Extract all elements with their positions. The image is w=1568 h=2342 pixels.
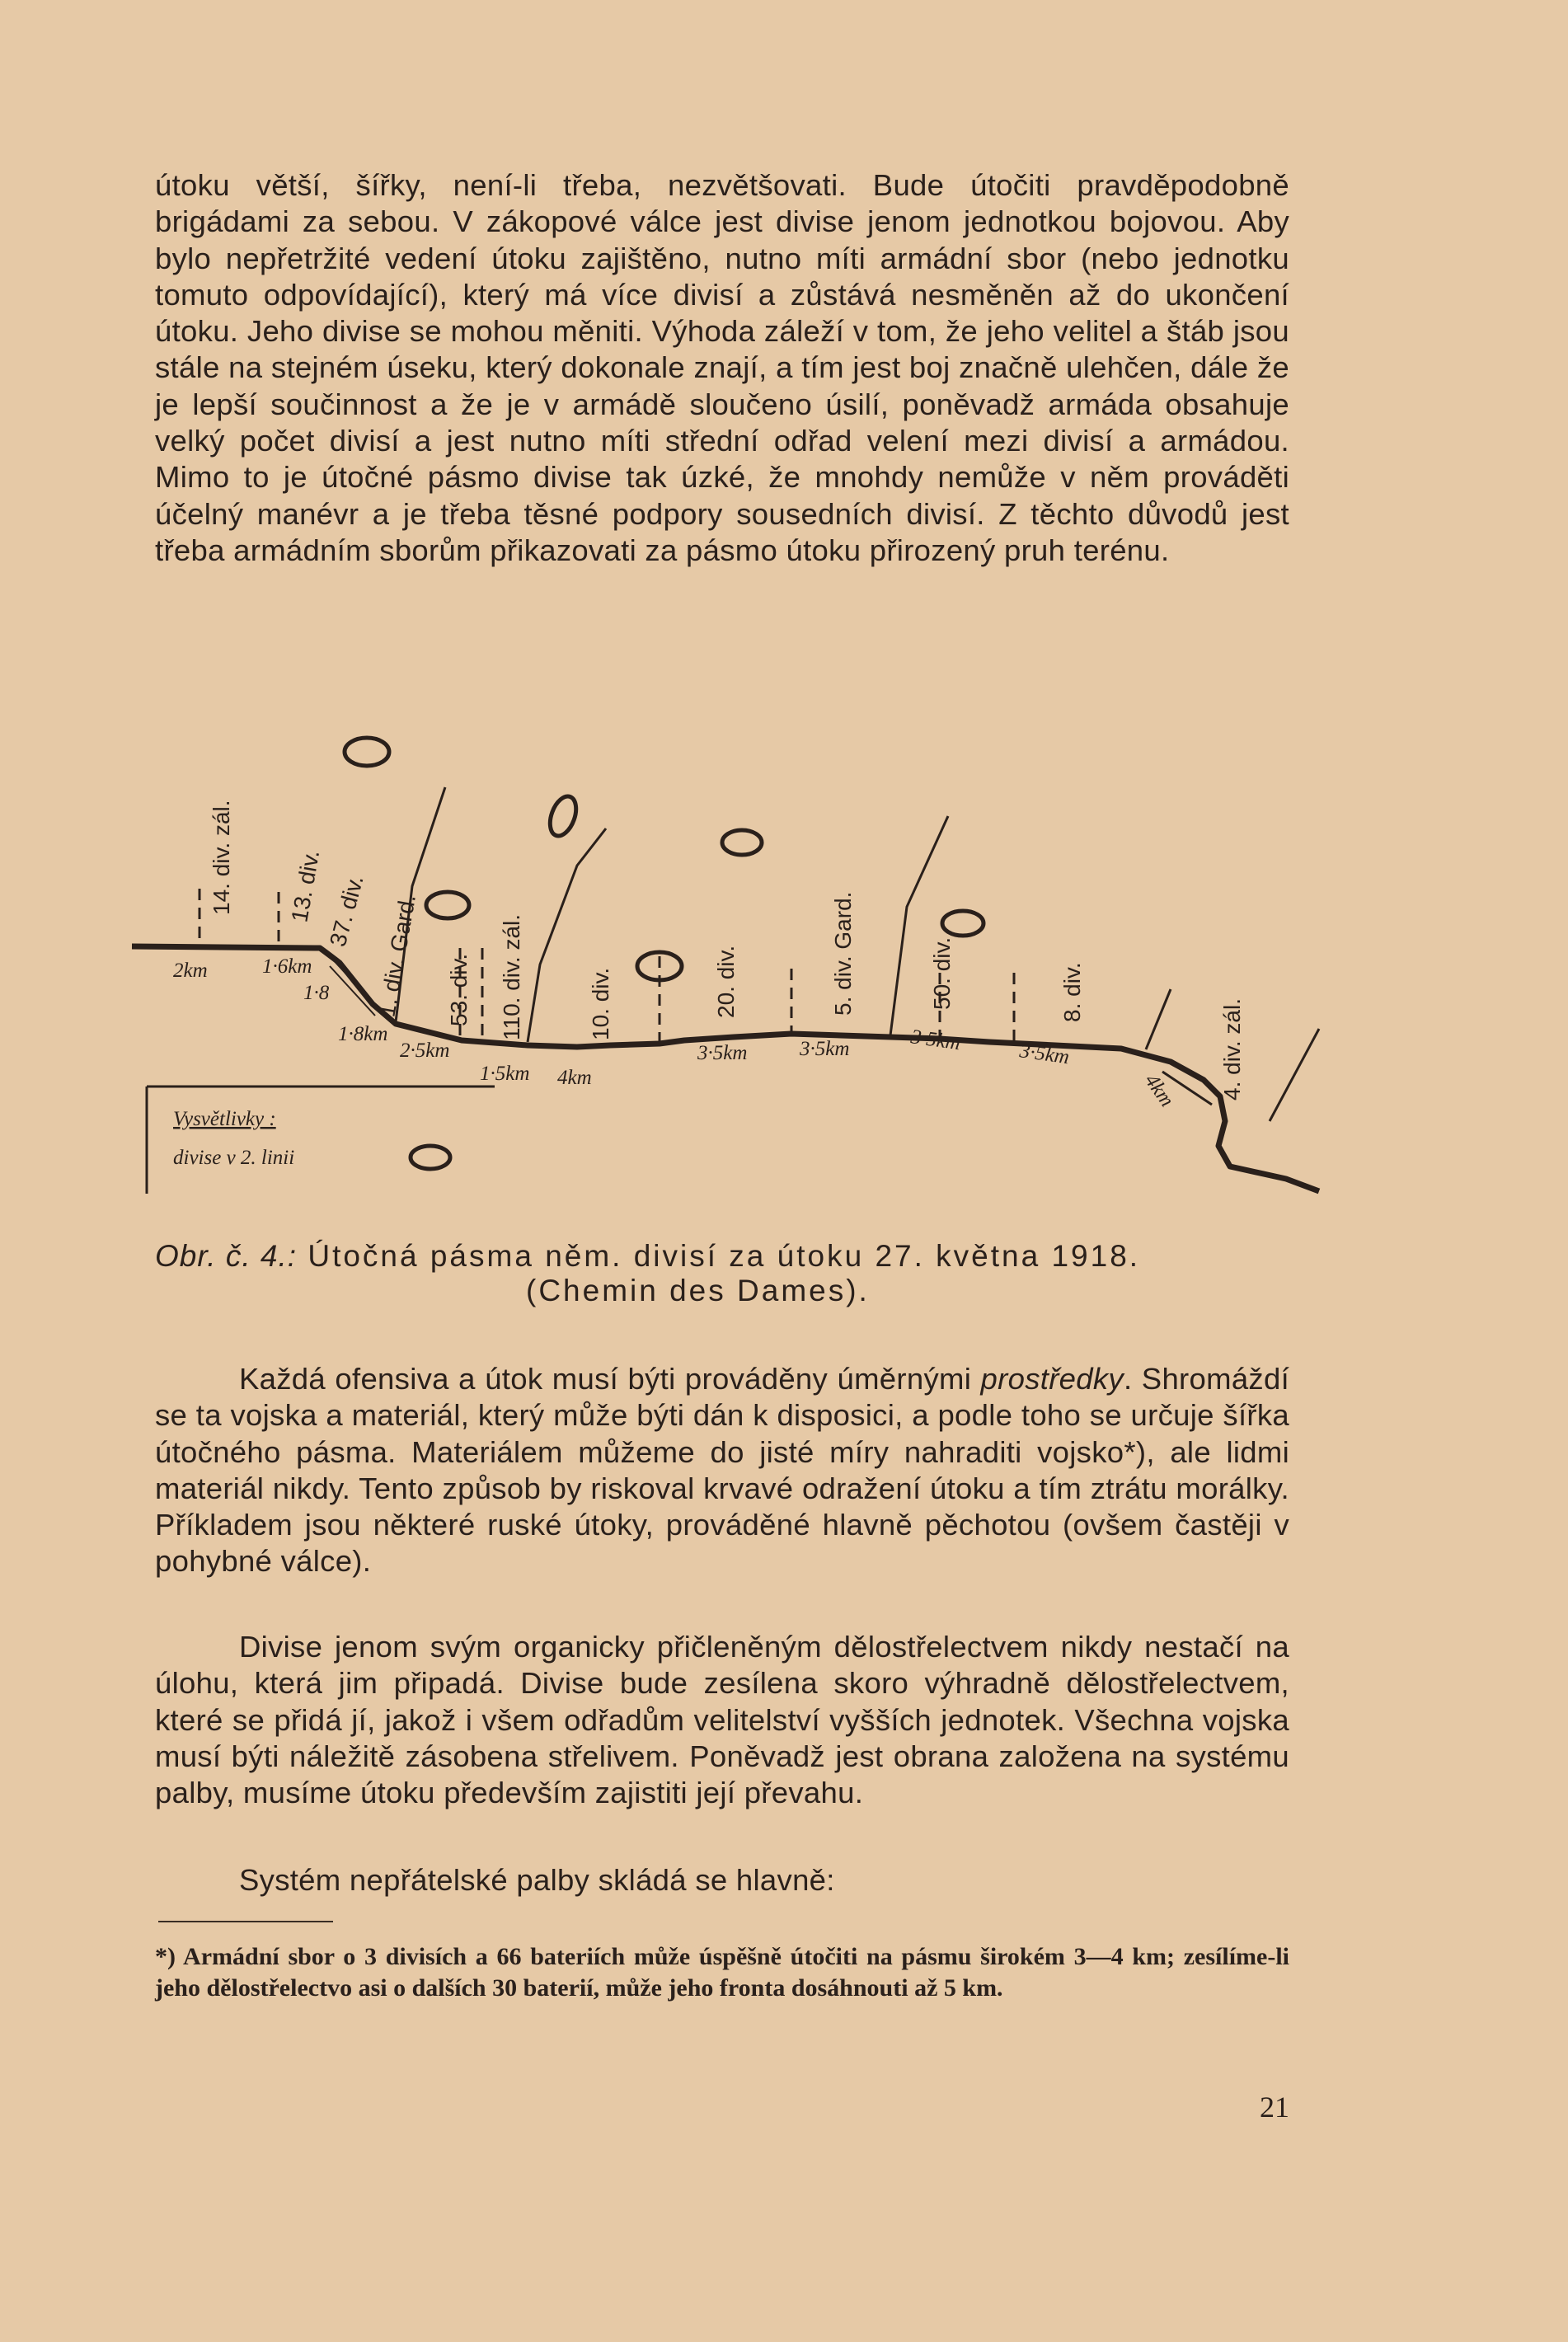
reserve-division-oval — [942, 911, 984, 936]
footnote — [155, 1941, 1289, 2004]
width-label: 4km — [557, 1067, 592, 1089]
footnote-text: Armádní sbor o 3 divisích a 66 bateriích může úspěšně útočiti na pásmu širokém 3—4 km; zesílíme-li jeho dělostřelectvo asi o dalších 30 baterií, může jeho fronta dosáhnouti až 5 km. — [155, 1943, 1289, 2002]
division-label: 1. div. Gard. — [373, 892, 421, 1020]
reserve-division-oval — [426, 892, 469, 918]
caption-line1: Útočná pásma něm. divisí za útoku 27. května 1918. — [297, 1239, 1141, 1273]
width-label: 3·5km — [800, 1038, 850, 1060]
figure-caption — [155, 1239, 1289, 1308]
paragraph-2-text-a: Každá ofensiva a útok musí býti prováděny úměrnými — [239, 1362, 981, 1396]
division-label: 37. div. — [324, 872, 369, 950]
width-label: 3·5km — [1018, 1040, 1071, 1069]
division-label: 13. div. — [286, 847, 325, 925]
reserve-division-oval — [722, 830, 762, 855]
reserve-division-oval — [345, 738, 389, 766]
width-label: 3·5km — [697, 1042, 748, 1064]
width-label: 2·5km — [400, 1040, 450, 1062]
legend-title: Vysvětlivky : — [173, 1108, 276, 1130]
footnote-marker: *) — [155, 1943, 176, 1970]
paragraph-3: Divise jenom svým organicky přičleněným dělostřelectvem nikdy nestačí na úlohu, která jim připadá. Divise bude zesílena skoro výhradně dělostřelectvem, které se přidá jí, jakož i všem odřadům velitelství vyšších jednotek. Všechna vojska musí býti náležitě zásobena střelivem. Poněvadž jest obrana založena na systému palby, musíme útoku především zajistiti její převahu. — [155, 1630, 1289, 1810]
width-label: 1·5km — [480, 1063, 530, 1085]
division-label: 53. div. — [446, 953, 472, 1026]
width-label: 1·8 — [303, 982, 330, 1004]
division-label: 4. div. zál. — [1219, 998, 1245, 1101]
caption-line2: (Chemin des Dames). — [526, 1274, 870, 1307]
width-label: 1·8km — [338, 1023, 388, 1045]
footnote-rule — [158, 1921, 333, 1922]
caption-label: Obr. č. 4.: — [155, 1239, 298, 1273]
zone-boundary — [1270, 1029, 1319, 1121]
division-label: 14. div. zál. — [209, 800, 234, 915]
paragraph-2-emphasis: prostředky — [980, 1362, 1124, 1396]
legend-text: divise v 2. linii — [173, 1147, 295, 1169]
division-label: 8. div. — [1059, 962, 1085, 1022]
width-label: 2km — [173, 960, 208, 982]
zone-boundary — [1146, 989, 1171, 1049]
paragraph-4: Systém nepřátelské palby skládá se hlavně: — [239, 1863, 835, 1897]
width-label: 3·5km — [909, 1026, 962, 1055]
division-label: 110. div. zál. — [499, 913, 524, 1040]
legend-oval — [411, 1146, 450, 1169]
paragraph-2 — [155, 1361, 1289, 1580]
division-label: 5. div. Gard. — [830, 891, 856, 1016]
reserve-division-oval — [545, 793, 580, 840]
width-label: 4km — [1140, 1069, 1179, 1111]
page-number: 21 — [1260, 2091, 1289, 2124]
paragraph-2-text-b: . Shromáždí se ta vojska a materiál, který může býti dán k disposici, a podle toho se určuje šířka útočného pásma. Materiálem můžeme do jisté míry nahraditi vojsko*), ale lidmi materiál nikdy. Tento způsob by riskoval krvavé odražení útoku a tím ztrátu morálky. Příkladem jsou některé ruské útoky, prováděné hlavně pěchotou (ovšem častěji v pohybné válce). — [155, 1362, 1290, 1579]
paragraph-1: útoku větší, šířky, není-li třeba, nezvětšovati. Bude útočiti pravděpodobně brigádami za sebou. V zákopové válce jest divise jenom jednotkou bojovou. Aby bylo nepřetržité vedení útoku zajištěno, nutno míti armádní sbor (nebo jednotku tomuto odpovídající), který má více divisí a zůstává nesměněn až do ukončení útoku. Jeho divise se mohou měniti. Výhoda záleží v tom, že jeho velitel a štáb jsou stále na stejném úseku, který dokonale znají, a tím jest boj značně ulehčen, dále že je lepší součinnost a že je v armádě sloučeno úsilí, poněvadž armáda obsahuje velký počet divisí a jest nutno míti střední odřad velení mezi divisí a armádou. Mimo to je útočné pásmo divise tak úzké, že mnohdy nemůže v něm prováděti účelný manévr a je třeba těsné podpory sousedních divisí. Z těchto důvodů jest třeba armádním sborům přikazovati za pásmo útoku přirozený pruh terénu. — [155, 168, 1289, 567]
width-label: 1·6km — [262, 955, 312, 978]
division-label: 50. div. — [929, 936, 955, 1010]
division-label: 20. div. — [713, 945, 739, 1018]
division-label: 10. div. — [588, 967, 613, 1040]
